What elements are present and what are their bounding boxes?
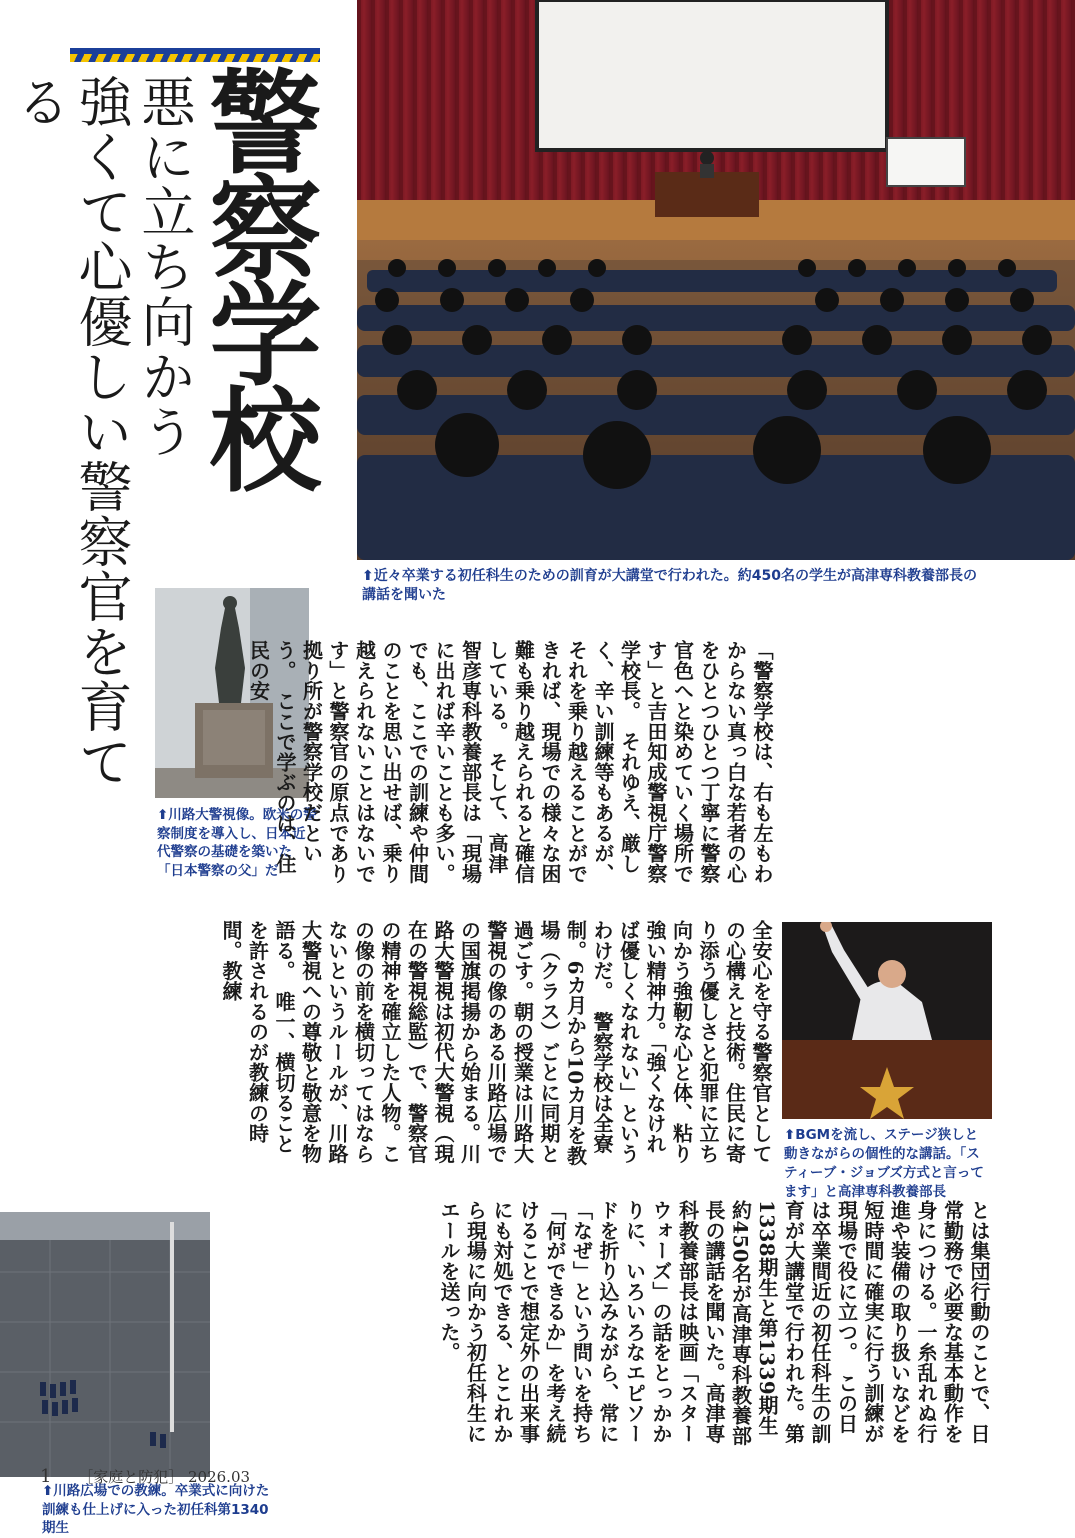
lecture-hall-photo	[357, 0, 1075, 560]
title-stripe	[70, 48, 320, 62]
page-number: 1	[40, 1466, 52, 1487]
body-column-1: 「警察学校は、右も左もわからない真っ白な若者の心をひとつひとつ丁寧に警察官色へと染めていく場所です」と吉田知成警視庁警察学校長。 それゆえ、厳しく、辛い訓練等もあるが、それを乗り越えることができれば、現場での様々な困難も乗り越えられると確信している。 そして、高津智彦専科教養部長は「現場に出れば辛いことも多い。でも、ここでの訓練や仲間のことを思い出せば、乗り越えられないことはないです」と警察官の原点であり拠り所が警察学校だという。 ここで学ぶのは、住民の安	[246, 640, 774, 884]
hall-photo-caption: ⬆近々卒業する初任科生のための訓育が大講堂で行われた。約450名の学生が高津専科教養部長の講話を聞いた	[362, 568, 977, 603]
subtitle-line-2: 強くて心優しい警察官を育てる	[8, 74, 133, 789]
plaza-photo	[0, 1212, 210, 1477]
plaza-photo-caption: ⬆川路広場での教練。卒業式に向けた訓練も仕上げに入った初任科第1340期生	[42, 1483, 270, 1536]
speaker-photo	[782, 922, 992, 1119]
statue-photo-caption: ⬆川路大警視像。欧米の警察制度を導入し、日本近代警察の基礎を築いた「日本警察の父」だ	[157, 807, 317, 879]
body-column-2: 全安心を守る警察官としての心構えと技術。住民に寄り添う優しさと犯罪に立ち向かう強靭な心と体、粘り強い精神力。「強くなければ優しくなれない」というわけだ。 警察学校は全寮制。6カ月から10カ月を教場（クラス）ごとに同期と過ごす。朝の授業は川路大警視の像のある川路広場での国旗掲揚から始まる。川路大警視は初代大警視（現在の警視総監）で、警察官の精神を確立した人物。この像の前を横切ってはならないというルールが、川路大警視への尊敬と敬意を物語る。 唯一、横切ることを許されるのが教練の時間。教練	[219, 920, 773, 1166]
body-column-3: とは集団行動のことで、日常勤務で必要な基本動作を身につける。一糸乱れぬ行進や装備の取り扱いなどを短時間に確実に行う訓練が現場で役に立つ。 この日は卒業間近の初任科生の訓育が大講堂で行われた。第1338期生と第1339期生約450名が高津専科教養部長の講話を聞いた。高津専科教養部長は映画「スターウォーズ」の話をとっかかりに、いろいろなエピソードを折り込みながら、常に「なぜ」という問いを持ち「何ができるか」を考え続けることで想定外の出来事にも対処できる、とこれから現場に向かう初任科生にエールを送った。	[437, 1200, 991, 1446]
magazine-issue: ［家庭と防犯］ 2026.03	[78, 1468, 251, 1486]
subtitle-line-1: 悪に立ち向かう	[133, 74, 196, 459]
page-footer	[40, 1466, 250, 1487]
speaker-photo-caption: ⬆BGMを流し、ステージ狭しと動きながらの個性的な講話。「スティーブ・ジョブズ方式と言ってます」と高津専科教養部長	[784, 1127, 984, 1200]
page-title: 警察学校	[191, 64, 321, 488]
